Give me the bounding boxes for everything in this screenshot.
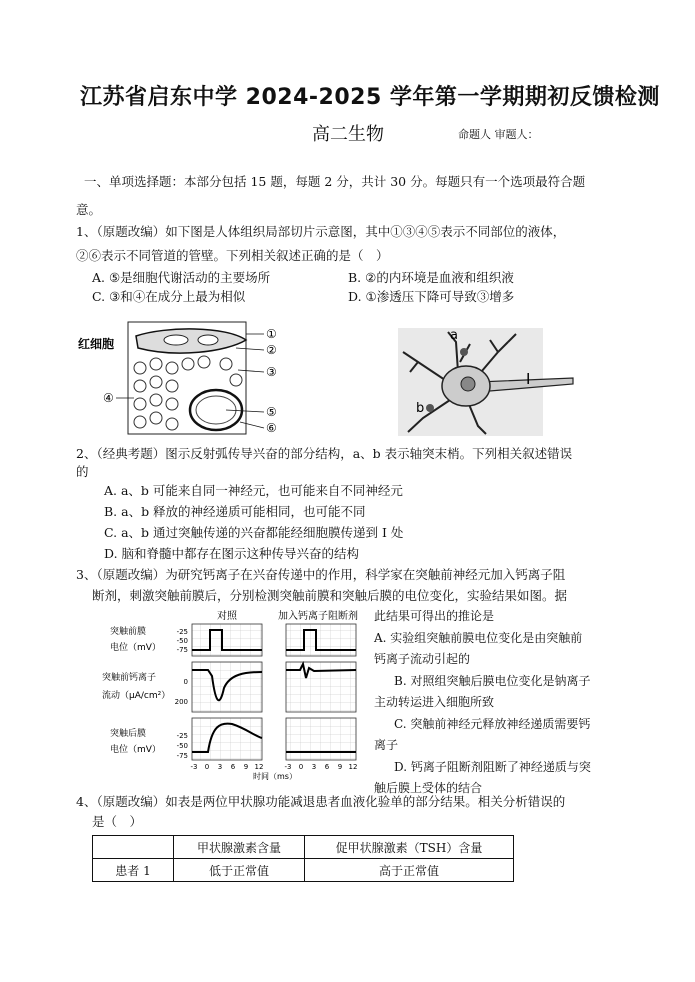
r3-tick-1: -50	[176, 742, 188, 750]
q3-option-a-line1: A. 实验组突触前膜电位变化是由突触前	[374, 630, 583, 645]
xl-tick-0: -3	[190, 763, 198, 771]
q1-stem-line2: ②⑥表示不同管道的管壁。下列相关叙述正确的是（ ）	[76, 248, 389, 263]
label-I: I	[526, 370, 531, 388]
xr-tick-0: -3	[284, 763, 292, 771]
xr-tick-3: 6	[324, 763, 330, 771]
neuron-figure	[398, 322, 578, 437]
authors-line: 命题人 审题人：	[458, 128, 539, 141]
label-a: a	[450, 328, 458, 343]
q1-option-a: A. ⑤是细胞代谢活动的主要场所	[92, 270, 271, 285]
mark-4: ④	[103, 391, 114, 405]
q3-option-c-line1: C. 突触前神经元释放神经递质需要钙	[394, 716, 591, 731]
r1-tick-0: -25	[176, 628, 188, 636]
tissue-section-figure	[76, 318, 291, 438]
xl-tick-2: 3	[217, 763, 223, 771]
label-b: b	[416, 401, 425, 416]
xr-tick-2: 3	[311, 763, 317, 771]
table-cell: 低于正常值	[174, 859, 305, 882]
row2-label-1: 突触前钙离子	[102, 673, 157, 683]
q1-option-d: D. ①渗透压下降可导致③增多	[348, 289, 515, 304]
r1-tick-1: -50	[176, 637, 188, 645]
q3-option-b-line1: B. 对照组突触后膜电位变化是钠离子	[394, 673, 591, 688]
q3-stem-line2: 断剂，刺激突触前膜后，分别检测突触前膜和突触后膜的电位变化，实验结果如图。据	[92, 588, 568, 603]
row1-label-1: 突触前膜	[110, 627, 147, 637]
q1-stem-line1: 1、（原题改编）如下图是人体组织局部切片示意图，其中①③④⑤表示不同部位的液体，	[76, 224, 566, 239]
xr-tick-1: 0	[298, 763, 304, 771]
q3-option-d-line2: 触后膜上受体的结合	[374, 781, 483, 795]
mark-3: ③	[266, 365, 277, 379]
q2-option-d: D. 脑和脊髓中都存在图示这种传导兴奋的结构	[104, 546, 360, 561]
mark-1: ①	[266, 327, 277, 341]
q3-right-text	[374, 606, 591, 800]
q2-stem-line2: 的	[76, 464, 89, 479]
r3-tick-2: -75	[176, 752, 188, 760]
r2-tick-0: 0	[183, 678, 188, 686]
xl-tick-3: 6	[230, 763, 236, 771]
q4-stem-line1: 4、（原题改编）如表是两位甲状腺功能减退患者血液化验单的部分结果。相关分析错误的	[76, 794, 566, 809]
q3-stem-line1: 3、（原题改编）为研究钙离子在兴奋传递中的作用，科学家在突触前神经元加入钙离子阻	[76, 567, 566, 582]
table-row	[93, 859, 514, 882]
q1-option-b: B. ②的内环境是血液和组织液	[348, 270, 514, 285]
mark-2: ②	[266, 343, 277, 357]
row1-label-2: 电位（mV）	[110, 643, 161, 653]
r3-tick-0: -25	[176, 732, 188, 740]
xl-tick-5: 12	[254, 763, 264, 771]
xl-tick-4: 9	[243, 763, 249, 771]
xr-tick-4: 9	[337, 763, 343, 771]
section-intro-line1: 一、单项选择题：本部分包括 15 题，每题 2 分，共计 30 分。每题只有一个选项最符合题	[84, 174, 586, 189]
col-control-label: 对照	[217, 611, 237, 622]
q2-option-b: B. a、b 释放的神经递质可能相同，也可能不同	[104, 504, 366, 519]
q2-option-c: C. a、b 通过突触传递的兴奋都能经细胞膜传递到 I 处	[104, 525, 404, 540]
xl-tick-1: 0	[204, 763, 210, 771]
x-axis-label: 时间（ms）	[253, 772, 297, 781]
mark-6: ⑥	[266, 421, 277, 435]
table-cell: 患者 1	[93, 859, 174, 882]
table-header-cell	[93, 836, 174, 859]
q2-option-a: A. a、b 可能来自同一神经元，也可能来自不同神经元	[104, 483, 403, 498]
r2-tick-1: 200	[174, 698, 188, 706]
table-cell: 高于正常值	[305, 859, 514, 882]
exam-title: 江苏省启东中学 2024-2025 学年第一学期期初反馈检测	[80, 85, 660, 110]
section-intro-line2: 意。	[76, 202, 102, 217]
table-header-cell: 促甲状腺激素（TSH）含量	[305, 836, 514, 859]
q1-option-c: C. ③和④在成分上最为相似	[92, 289, 246, 304]
row3-label-1: 突触后膜	[110, 729, 147, 739]
table-header-cell: 甲状腺激素含量	[174, 836, 305, 859]
col-blocker-label: 加入钙离子阻断剂	[278, 611, 358, 622]
q3-option-a-line2: 钙离子流动引起的	[374, 652, 471, 666]
q3-option-c-line2: 离子	[374, 738, 399, 752]
q3-experiment-figure	[100, 606, 368, 782]
mark-5: ⑤	[266, 405, 277, 419]
q3-right-line-0: 此结果可得出的推论是	[374, 609, 495, 623]
q2-stem-line1: 2、（经典考题）图示反射弧传导兴奋的部分结构，a、b 表示轴突末梢。下列相关叙述错误	[76, 446, 573, 461]
row2-label-2: 流动（μA/cm²）	[102, 691, 171, 701]
r1-tick-2: -75	[176, 646, 188, 654]
q3-option-b-line2: 主动转运进入细胞所致	[374, 695, 495, 709]
q4-stem-line2: 是（ ）	[92, 814, 143, 829]
subject-title: 高二生物	[312, 124, 384, 145]
row3-label-2: 电位（mV）	[110, 745, 161, 755]
q4-table	[92, 835, 514, 882]
xr-tick-5: 12	[348, 763, 358, 771]
q3-option-d-line1: D. 钙离子阻断剂阻断了神经递质与突	[394, 759, 591, 774]
red-cell-label: 红细胞	[78, 337, 115, 351]
table-header-row	[93, 836, 514, 859]
